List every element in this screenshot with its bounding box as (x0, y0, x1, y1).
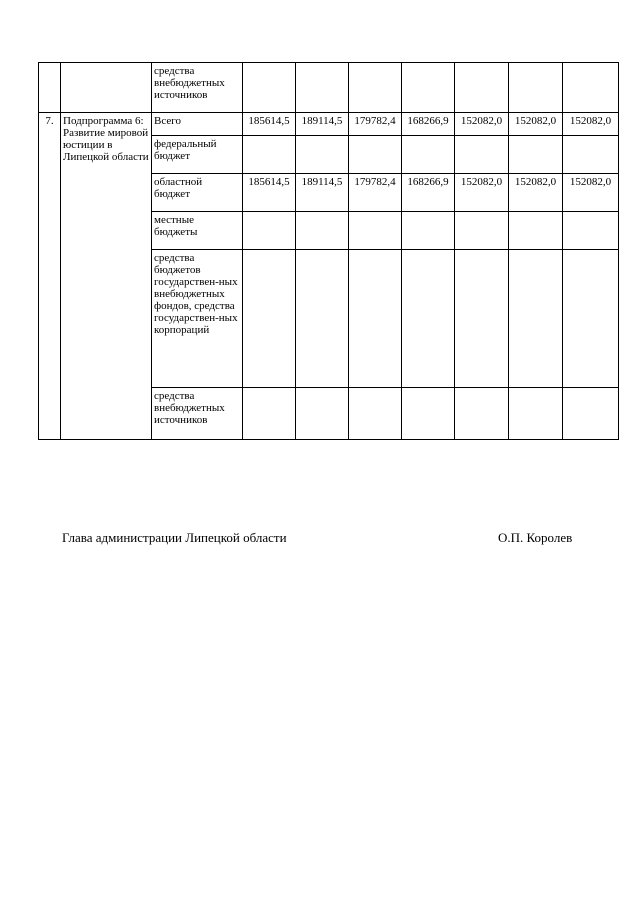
value-cell: 152082,0 (455, 174, 509, 212)
value-cell (455, 250, 509, 388)
value-cell (349, 388, 402, 440)
table-cell (402, 63, 455, 113)
value-cell (455, 212, 509, 250)
value-cell (509, 388, 563, 440)
row-label: местные бюджеты (152, 212, 243, 250)
table-cell (296, 63, 349, 113)
table-row (39, 113, 619, 136)
table-cell (61, 63, 152, 113)
table-row (39, 63, 619, 113)
value-cell: 179782,4 (349, 113, 402, 136)
value-cell (563, 388, 619, 440)
value-cell (455, 136, 509, 174)
value-cell (563, 212, 619, 250)
row-label: средства бюджетов государствен-ных внебюджетных фондов, средства государствен-ных корпораций (152, 250, 243, 388)
value-cell (296, 136, 349, 174)
value-cell: 185614,5 (243, 113, 296, 136)
table-cell (243, 63, 296, 113)
row-label: средства внебюджетных источников (152, 63, 243, 113)
value-cell: 152082,0 (509, 113, 563, 136)
row-label: областной бюджет (152, 174, 243, 212)
value-cell (349, 136, 402, 174)
value-cell: 152082,0 (563, 174, 619, 212)
value-cell (402, 212, 455, 250)
table-cell (563, 63, 619, 113)
value-cell: 152082,0 (563, 113, 619, 136)
value-cell: 168266,9 (402, 174, 455, 212)
value-cell: 152082,0 (455, 113, 509, 136)
value-cell: 185614,5 (243, 174, 296, 212)
financing-table (38, 62, 619, 440)
value-cell: 189114,5 (296, 113, 349, 136)
value-cell (296, 388, 349, 440)
value-cell (402, 388, 455, 440)
value-cell (402, 250, 455, 388)
value-cell: 189114,5 (296, 174, 349, 212)
value-cell (296, 250, 349, 388)
row-label: средства внебюджетных источников (152, 388, 243, 440)
value-cell: 168266,9 (402, 113, 455, 136)
value-cell (349, 250, 402, 388)
value-cell: 152082,0 (509, 174, 563, 212)
program-name: Подпрограмма 6: Развитие мировой юстиции в Липецкой области (61, 113, 152, 440)
value-cell (563, 136, 619, 174)
value-cell (243, 136, 296, 174)
value-cell (563, 250, 619, 388)
table-cell (455, 63, 509, 113)
table-cell (509, 63, 563, 113)
program-number: 7. (39, 113, 61, 440)
table-cell (349, 63, 402, 113)
value-cell (509, 250, 563, 388)
row-label: Всего (152, 113, 243, 136)
value-cell: 179782,4 (349, 174, 402, 212)
value-cell (509, 212, 563, 250)
row-label: федеральный бюджет (152, 136, 243, 174)
value-cell (243, 388, 296, 440)
value-cell (349, 212, 402, 250)
table-cell (39, 63, 61, 113)
value-cell (509, 136, 563, 174)
signatory-name: О.П. Королев (498, 530, 573, 545)
value-cell (243, 250, 296, 388)
value-cell (243, 212, 296, 250)
value-cell (455, 388, 509, 440)
signatory-position: Глава администрации Липецкой области (62, 530, 287, 545)
value-cell (402, 136, 455, 174)
value-cell (296, 212, 349, 250)
